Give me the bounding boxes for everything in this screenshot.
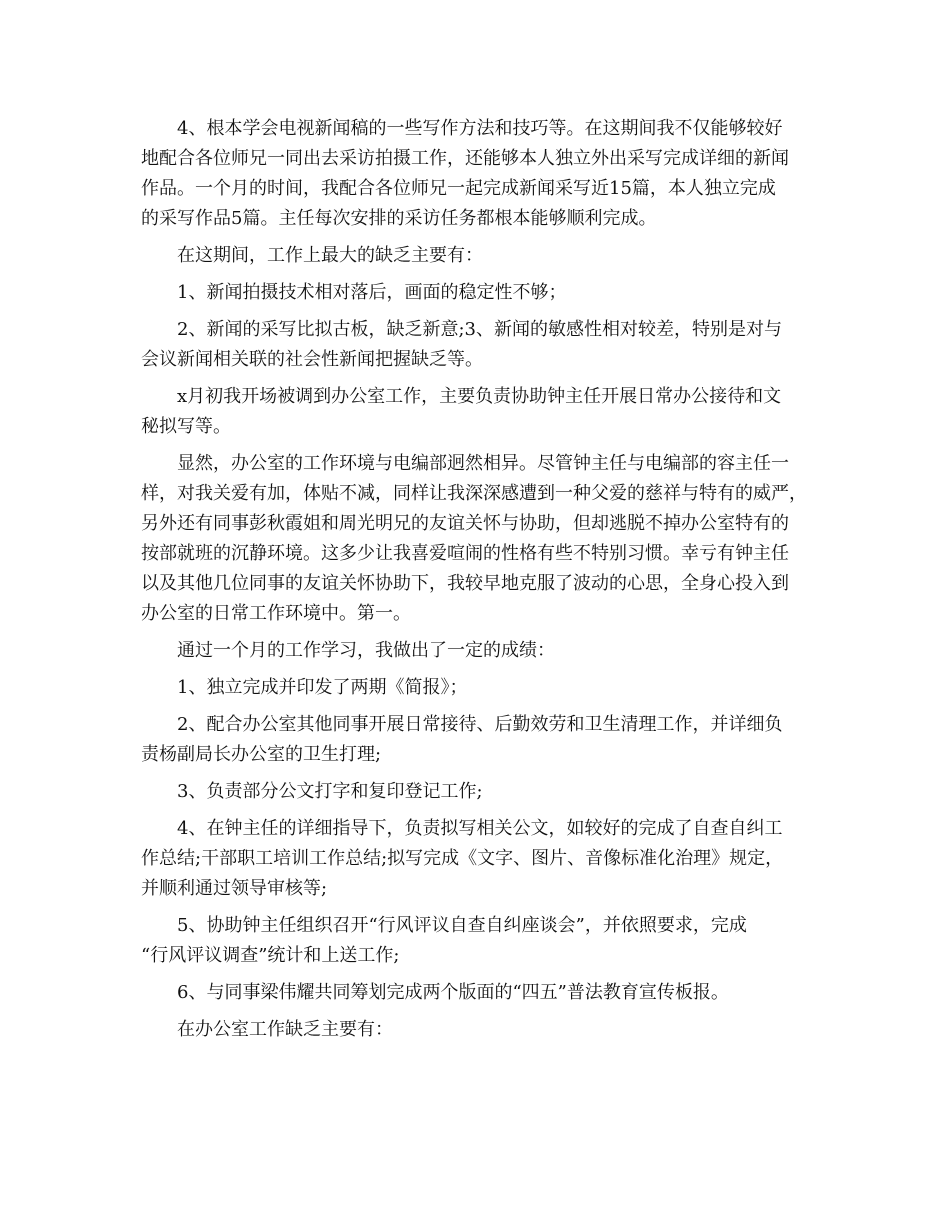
text-line: 会议新闻相关联的社会性新闻把握缺乏等。 — [141, 349, 483, 370]
text-line: 并顺利通过领导审核等; — [141, 878, 328, 899]
paragraph — [141, 911, 811, 971]
paragraph — [141, 636, 811, 666]
paragraph — [141, 814, 811, 904]
text-line: 作品。一个月的时间，我配合各位师兄一起完成新闻采写近15篇，本人独立完成 — [141, 178, 776, 199]
text-line: 5、协助钟主任组织召开“行风评议自查自纠座谈会”，并依照要求，完成 — [177, 915, 747, 936]
text-line: 以及其他几位同事的友谊关怀协助下，我较早地克服了波动的心思，全身心投入到 — [141, 573, 789, 594]
paragraph — [141, 978, 811, 1008]
paragraph — [141, 315, 811, 375]
text-line: 办公室的日常工作环境中。第一。 — [141, 603, 411, 624]
text-line: 样，对我关爱有加，体贴不减，同样让我深深感遭到一种父爱的慈祥与特有的威严， — [141, 483, 807, 504]
text-line: 3、负责部分公文打字和复印登记工作; — [177, 781, 483, 802]
text-line: 按部就班的沉静环境。这多少让我喜爱喧闹的性格有些不特别习惯。幸亏有钟主任 — [141, 543, 789, 564]
paragraph — [141, 278, 811, 308]
text-line: 1、新闻拍摄技术相对落后，画面的稳定性不够； — [177, 282, 567, 303]
paragraph — [141, 114, 811, 234]
paragraph — [141, 241, 811, 271]
text-line: 责杨副局长办公室的卫生打理; — [141, 744, 382, 765]
text-line: 在这期间，工作上最大的缺乏主要有： — [177, 245, 483, 266]
text-line: x月初我开场被调到办公室工作，主要负责协助钟主任开展日常办公接待和文 — [177, 386, 782, 407]
text-line: 作总结;干部职工培训工作总结;拟写完成《文字、图片、音像标准化治理》规定， — [141, 848, 784, 869]
text-line: 显然，办公室的工作环境与电编部迥然相异。尽管钟主任与电编部的容主任一 — [177, 453, 789, 474]
paragraph — [141, 777, 811, 807]
text-line: 2、新闻的采写比拟古板，缺乏新意;3、新闻的敏感性相对较差，特别是对与 — [177, 319, 782, 340]
text-line: “行风评议调查”统计和上送工作; — [141, 945, 400, 966]
text-line: 在办公室工作缺乏主要有： — [177, 1019, 393, 1040]
text-line: 4、根本学会电视新闻稿的一些写作方法和技巧等。在这期间我不仅能够较好 — [177, 118, 783, 139]
paragraph — [141, 710, 811, 770]
text-line: 通过一个月的工作学习，我做出了一定的成绩： — [177, 640, 555, 661]
text-line: 的采写作品5篇。主任每次安排的采访任务都根本能够顺利完成。 — [141, 208, 657, 229]
paragraph — [141, 449, 811, 629]
document-body — [141, 114, 811, 1052]
paragraph — [141, 1015, 811, 1045]
text-line: 秘拟写等。 — [141, 416, 231, 437]
text-line: 地配合各位师兄一同出去采访拍摄工作，还能够本人独立外出采写完成详细的新闻 — [141, 148, 789, 169]
text-line: 1、独立完成并印发了两期《简报》； — [177, 677, 468, 698]
text-line: 6、与同事梁伟耀共同筹划完成两个版面的“四五”普法教育宣传板报。 — [177, 982, 729, 1003]
text-line: 2、配合办公室其他同事开展日常接待、后勤效劳和卫生清理工作，并详细负 — [177, 714, 783, 735]
text-line: 另外还有同事彭秋霞姐和周光明兄的友谊关怀与协助，但却逃脱不掉办公室特有的 — [141, 513, 789, 534]
text-line: 4、在钟主任的详细指导下，负责拟写相关公文，如较好的完成了自查自纠工 — [177, 818, 783, 839]
paragraph — [141, 382, 811, 442]
paragraph — [141, 673, 811, 703]
